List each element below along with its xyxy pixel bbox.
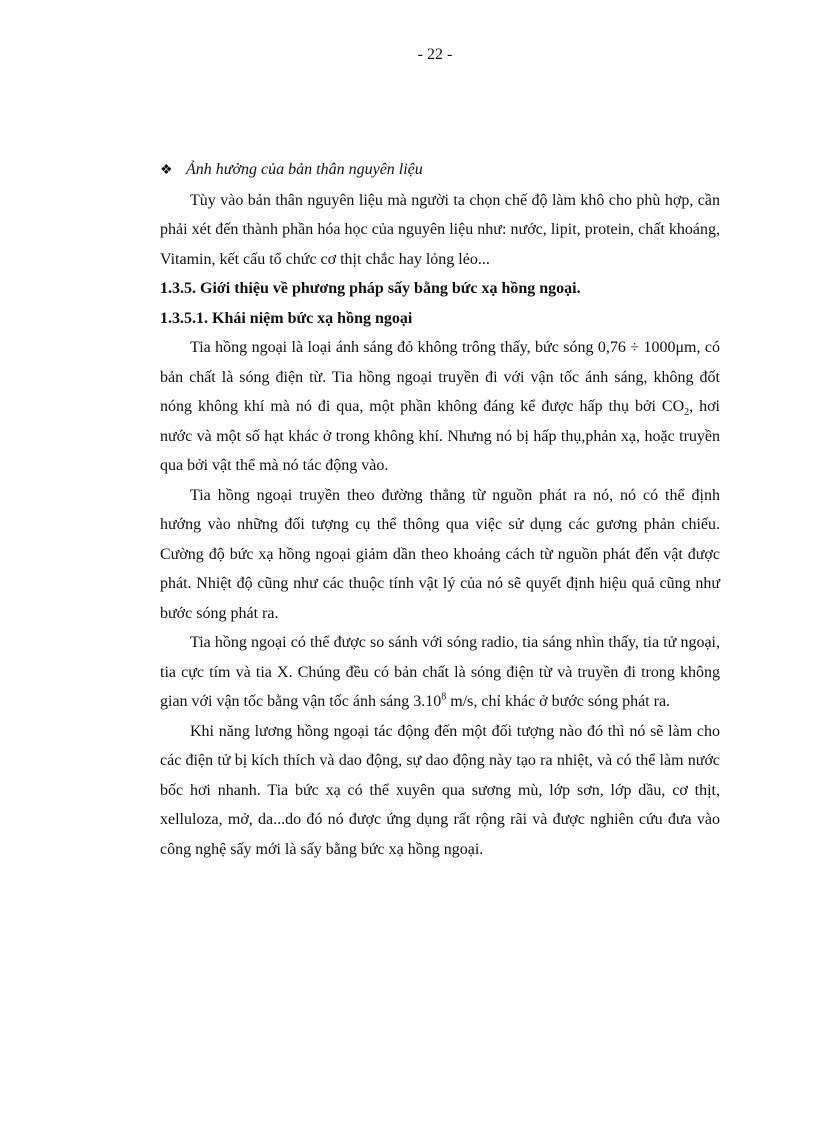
paragraph-infrared-definition-part1: Tia hồng ngoại là loại ánh sáng đỏ không trông thấy, bức sóng 0,76 ÷ 1000μm, có bản chất là sóng điện từ. Tia hồng ngoại truyền đi với vận tốc ánh sáng, không đốt nóng không khí mà nó đi qua, một phần không đáng kể được hấp thụ bởi CO — [160, 339, 720, 415]
paragraph-infrared-comparison — [160, 628, 720, 717]
section-heading-1-3-5-1: 1.3.5.1. Khái niệm bức xạ hồng ngoại — [160, 309, 413, 327]
page-number: - 22 - — [417, 46, 453, 63]
paragraph-infrared-comparison-part2: m/s, chỉ khác ở bước sóng phát ra. — [446, 693, 671, 710]
subheading-text: Ảnh hưởng của bản thân nguyên liệu — [186, 161, 423, 178]
paragraph-infrared-application: Khi năng lương hồng ngoại tác động đến một đối tượng nào đó thì nó sẽ làm cho các điện tử bị kích thích và dao động, sự dao động này tạo ra nhiệt, và có thể làm nước bốc hơi nhanh. Tia bức xạ có thể xuyên qua sương mù, lớp sơn, lớp dầu, cơ thịt, xelluloza, mở, da...do đó nó được ứng dụng rất rộng rãi và được nghiên cứu đưa vào công nghệ sấy mới là sấy bằng bức xạ hồng ngoại. — [160, 722, 720, 858]
subheading-raw-material — [160, 155, 720, 186]
diamond-bullet-icon: ❖ — [160, 163, 173, 178]
co2-subscript: 2 — [684, 407, 690, 419]
paragraph-infrared-propagation: Tia hồng ngoại truyền theo đường thẳng từ nguồn phát ra nó, nó có thể định hướng vào những đối tượng cụ thể thông qua việc sử dụng các gương phản chiếu. Cường độ bức xạ hồng ngoại giảm dần theo khoảng cách từ nguồn phát đến vật được phát. Nhiệt độ cũng như các thuộc tính vật lý của nó sẽ quyết định hiệu quả cũng như bước sóng phát ra. — [160, 486, 720, 622]
paragraph-infrared-comparison-part1: Tia hồng ngoại có thể được so sánh với sóng radio, tia sáng nhìn thấy, tia tử ngoại, tia cực tím và tia X. Chúng đều có bản chất là sóng điện từ và truyền đi trong không gian với vận tốc bằng vận tốc ánh sáng 3.10 — [160, 634, 720, 710]
document-body — [160, 155, 720, 864]
exponent-superscript: 8 — [441, 691, 447, 703]
section-heading-1-3-5: 1.3.5. Giới thiệu về phương pháp sấy bằng bức xạ hồng ngoại. — [160, 280, 581, 297]
paragraph-raw-material: Tùy vào bản thân nguyên liệu mà người ta chọn chế độ làm khô cho phù hợp, cần phải xét đến thành phần hóa học của nguyên liệu như: nước, lipit, protein, chất khoáng, Vitamin, kết cấu tổ chức cơ thịt chắc hay lỏng lẻo... — [160, 191, 720, 268]
paragraph-infrared-definition-part2: , hơi nước và một số hạt khác ở trong không khí. Nhưng nó bị hấp thụ,phản xạ, hoặc truyền qua bởi vật thể mà nó tác động vào. — [160, 398, 720, 474]
paragraph-infrared-definition — [160, 333, 720, 481]
